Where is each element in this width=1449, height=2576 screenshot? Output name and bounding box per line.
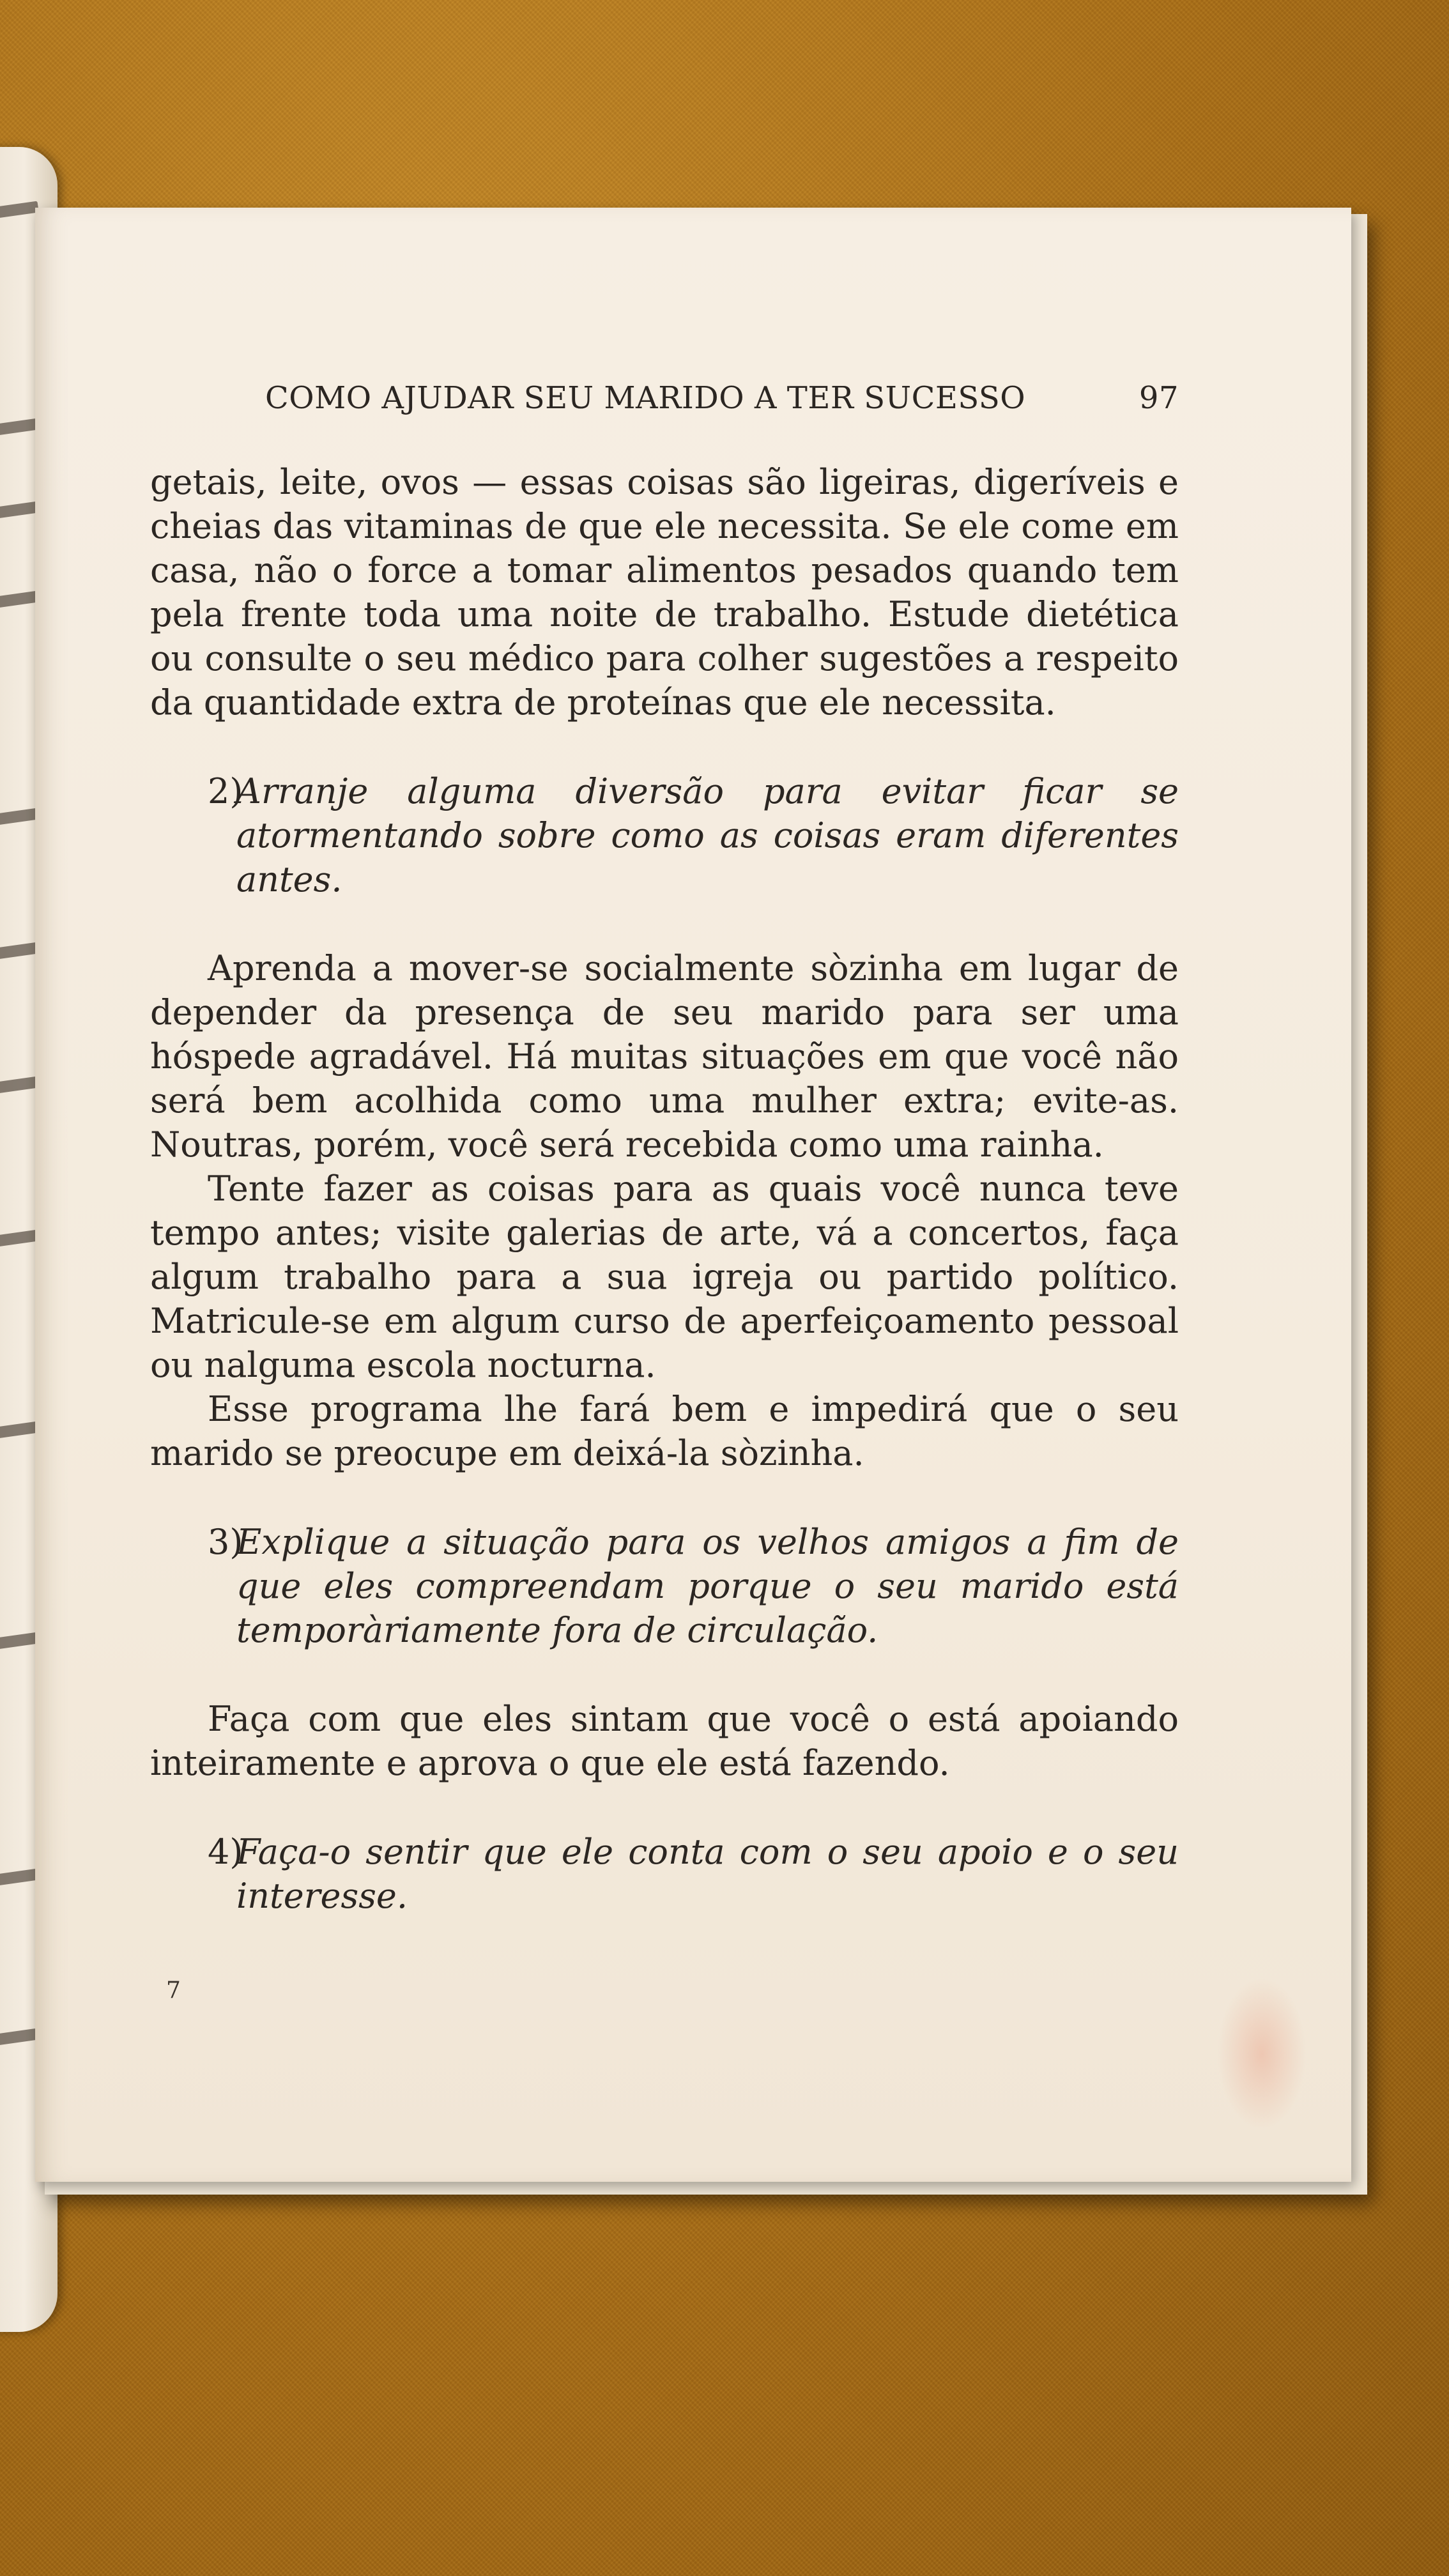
- paragraph: Esse programa lhe fará bem e impedirá que o seu marido se preocupe em deixá-la sòzinha.: [150, 1389, 1179, 1473]
- paragraph: getais, leite, ovos — essas coisas são ligeiras, digeríveis e cheias das vitaminas de que ele necessita. Se ele come em casa, não o force a tomar alimentos pesados quando tem pela frente toda uma noite de trabalho. Estude dietética ou consulte o seu médico para colher sugestões a respeito da quantidade extra de proteínas que ele necessita.: [150, 462, 1179, 723]
- facing-page-text-fragment: [0, 201, 39, 220]
- facing-page-text-fragment: [0, 1077, 39, 1095]
- facing-page-text-fragment: [0, 591, 39, 610]
- facing-page-text-fragment: [0, 1869, 39, 1887]
- facing-page-text-fragment: [0, 2028, 39, 2047]
- item-number: 3): [208, 1522, 243, 1562]
- facing-page-text-fragment: [0, 418, 39, 437]
- numbered-item: [150, 1520, 1179, 1652]
- book-page: [35, 208, 1351, 2182]
- item-text: Explique a situação para os velhos amigos a fim de que eles compreendam porque o seu marido está temporàriamente fora de circulação.: [236, 1522, 1179, 1650]
- item-number: 4): [208, 1832, 243, 1872]
- paragraph: Tente fazer as coisas para as quais você nunca teve tempo antes; visite galerias de arte, vá a concertos, faça algum trabalho para a sua igreja ou partido político. Matricule-se em algum curso de aperfeiçoamento pessoal ou nalguma escola nocturna.: [150, 1169, 1179, 1385]
- body-text: [150, 460, 1179, 1918]
- item-text: Arranje alguma diversão para evitar ficar se atormentando sobre como as coisas eram diferentes antes.: [236, 771, 1179, 900]
- facing-page-text-fragment: [0, 1632, 39, 1651]
- facing-page-text-fragment: [0, 502, 39, 520]
- page-stain: [1217, 1977, 1307, 2131]
- facing-page-text-fragment: [0, 1230, 39, 1248]
- running-head-title: COMO AJUDAR SEU MARIDO A TER SUCESSO: [265, 380, 1026, 416]
- facing-page-text-fragment: [0, 1422, 39, 1440]
- facing-page-text-fragment: [0, 808, 39, 827]
- page-number: 97: [1138, 380, 1179, 416]
- item-text: Faça-o sentir que ele conta com o seu apoio e o seu interesse.: [236, 1832, 1179, 1916]
- signature-mark: 7: [166, 1977, 181, 2004]
- paragraph: Aprenda a mover-se socialmente sòzinha em lugar de depender da presença de seu marido para ser uma hóspede agradável. Há muitas situações em que você não será bem acolhida como uma mulher extra; evite-as. Noutras, porém, você será recebida como uma rainha.: [150, 948, 1179, 1165]
- facing-page-text-fragment: [0, 942, 39, 961]
- paragraph: Faça com que eles sintam que você o está apoiando inteiramente e aprova o que ele está fazendo.: [150, 1699, 1179, 1783]
- numbered-item: [150, 1830, 1179, 1918]
- running-head: [265, 380, 1179, 416]
- item-number: 2): [208, 771, 243, 811]
- numbered-item: [150, 769, 1179, 901]
